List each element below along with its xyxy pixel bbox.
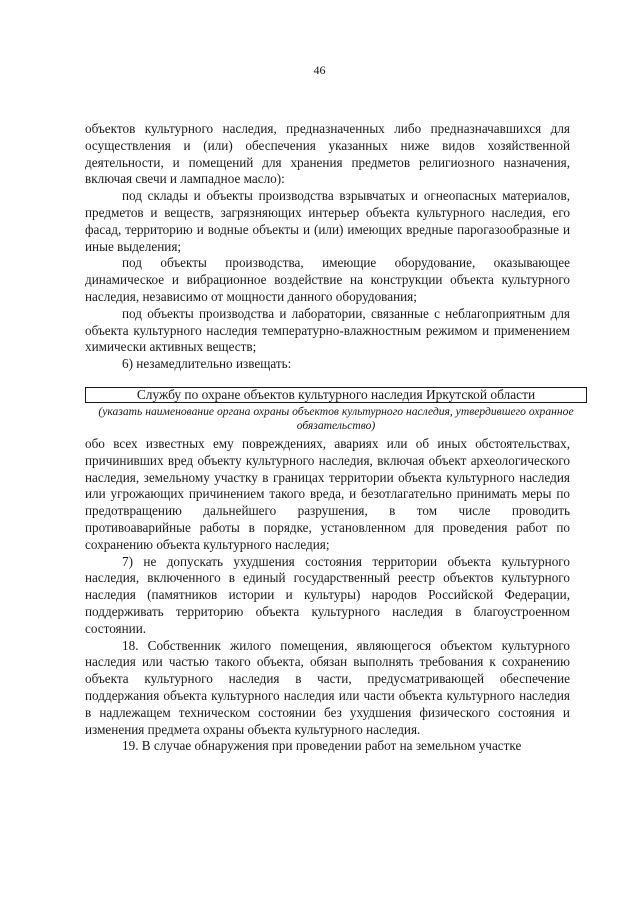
page-number: 46: [313, 63, 326, 77]
paragraph-item-6: 6) незамедлительно извещать:: [122, 356, 292, 372]
paragraph-warehouses: под склады и объекты производства взрывчатых и огнеопасных материалов, предметов и веществ, загрязняющих интерьер объекта культурного наследия, его фасад, территорию и водные объекты и (или) имеющих вредные парогазообразные и иные выделения;: [85, 188, 570, 254]
authority-name-hint: (указать наименование органа охраны объектов культурного наследия, утвердившего охранное обязательство): [98, 405, 574, 432]
authority-name-box: Службу по охране объектов культурного наследия Иркутской области: [85, 387, 587, 403]
paragraph-notify-details: обо всех известных ему повреждениях, авариях или об иных обстоятельствах, причинивших вред объекту культурного наследия, включая объект археологического наследия, земельному участку в границах территории объекта культурного наследия или угрожающих причинением такого вреда, и безотлагательно принимать меры по предотвращению дальнейшего разрушения, в том числе проводить противоаварийные работы в порядке, установленном для проведения работ по сохранению объекта культурного наследия;: [85, 436, 570, 552]
paragraph-continuation: объектов культурного наследия, предназначенных либо предназначавшихся для осуществления и (или) обеспечения указанных ниже видов хозяйственной деятельности, и помещений для хранения предметов религиозного назначения, включая свечи и лампадное масло):: [85, 121, 570, 187]
paragraph-section-18: 18. Собственник жилого помещения, являющегося объектом культурного наследия или частью такого объекта, обязан выполнять требования к сохранению объекта культурного наследия в части, предусматривающей обеспечение поддержания объекта культурного наследия или части объекта культурного наследия в надлежащем техническом состоянии без ухудшения физического состояния и изменения предмета охраны объекта культурного наследия.: [85, 637, 570, 737]
paragraph-section-19: 19. В случае обнаружения при проведении работ на земельном участке: [122, 738, 522, 754]
paragraph-production-equipment: под объекты производства, имеющие оборудование, оказывающее динамическое и вибрационное воздействие на конструкции объекта культурного наследия, независимо от мощности данного оборудования;: [85, 255, 570, 304]
bottom-text-block: [85, 436, 570, 755]
paragraph-item-7: 7) не допускать ухудшения состояния территории объекта культурного наследия, включенного в единый государственный реестр объектов культурного наследия (памятников истории и культуры) народов Российской Федерации, поддерживать территорию объекта культурного наследия в благоустроенном состоянии.: [85, 553, 570, 636]
paragraph-production-labs: под объекты производства и лаборатории, связанные с неблагоприятным для объекта культурного наследия температурно-влажностным режимом и применением химически активных веществ;: [85, 305, 570, 355]
top-text-block: [85, 121, 570, 373]
